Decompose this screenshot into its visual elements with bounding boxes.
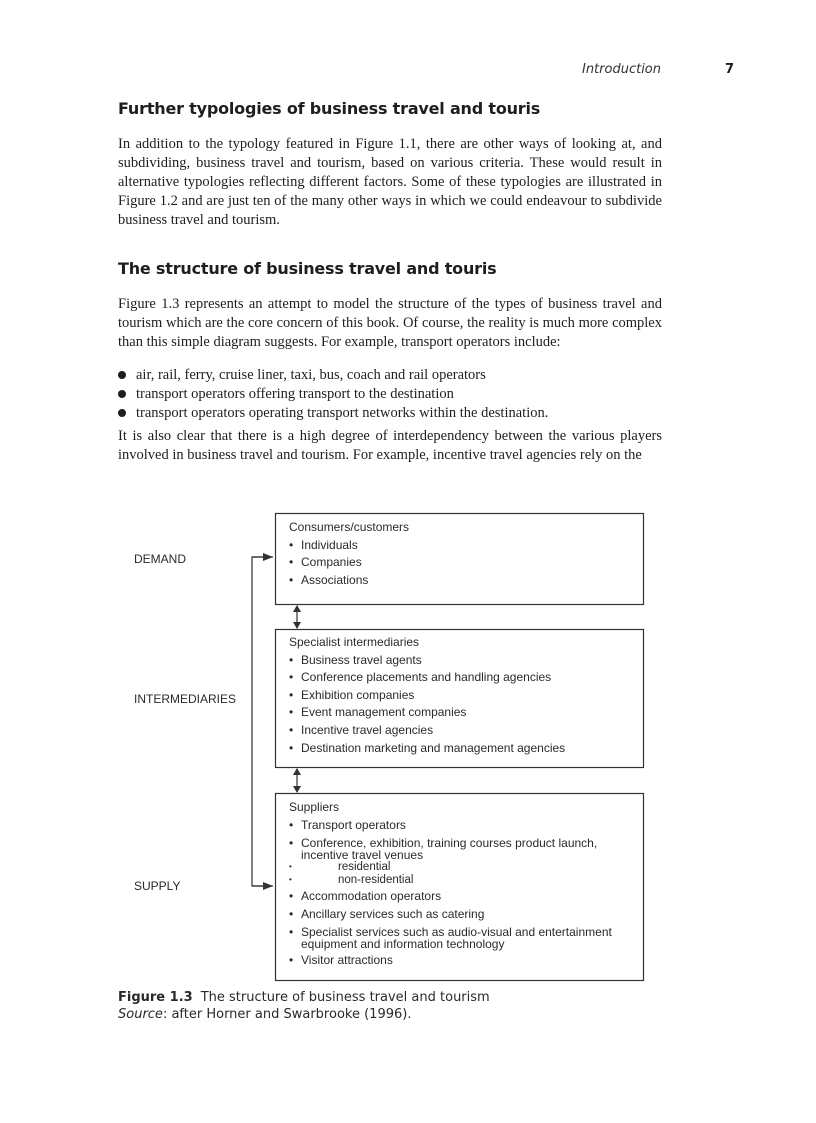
bracket-connector: [252, 557, 273, 886]
running-head-title: Introduction: [581, 62, 661, 77]
list-item: • Specialist services such as audio-visual and entertainment equipment and information technology: [289, 926, 631, 950]
intermediaries-box-content: [289, 634, 639, 757]
intermediaries-list: [289, 652, 639, 758]
suppliers-title: Suppliers: [289, 800, 340, 814]
list-item: • Conference, exhibition, training courses product launch, incentive travel venues: [289, 837, 621, 861]
list-item: • Visitor attractions: [289, 952, 639, 970]
list-item: • Ancillary services such as catering: [289, 906, 639, 924]
page-number: 7: [724, 62, 734, 77]
connector-intermediaries-supply: [293, 768, 301, 793]
list-item: • Transport operators: [289, 817, 639, 835]
intermediaries-title: Specialist intermediaries: [289, 635, 420, 649]
list-item: • Accommodation operators: [289, 888, 639, 906]
section-heading-typologies: Further typologies of business travel and touris: [118, 99, 541, 118]
list-item: • Conference placements and handling agencies: [289, 669, 639, 687]
list-item: • Event management companies: [289, 704, 639, 722]
suppliers-box-content: [289, 799, 639, 970]
list-item: • Exhibition companies: [289, 687, 639, 705]
figure-caption-text: The structure of business travel and tourism: [200, 990, 490, 1005]
consumers-list: [289, 537, 639, 590]
figure-number: Figure 1.3: [118, 990, 193, 1005]
paragraph-structure: Figure 1.3 represents an attempt to model the structure of the types of business travel and tourism which are the core concern of this book. Of course, the reality is much more complex than this simple diagram suggests. For example, transport operators include:: [118, 296, 662, 350]
intermediaries-label: INTERMEDIARIES: [134, 692, 237, 706]
list-item: transport operators offering transport to the destination: [118, 385, 548, 404]
sub-list-item: • residential: [289, 861, 639, 874]
consumers-title: Consumers/customers: [289, 520, 410, 534]
paragraph-typologies: In addition to the typology featured in Figure 1.1, there are other ways of looking at, and subdividing, business travel and tourism, based on various criteria. These would result in alternative typologies reflecting different factors. Some of these typologies are illustrated in Figure 1.2 and are just ten of the many other ways in which we could endeavour to subdivide business travel and tourism.: [118, 136, 662, 228]
sub-list-item: • non-residential: [289, 874, 639, 887]
source-text: : after Horner and Swarbrooke (1996).: [162, 1007, 412, 1022]
list-item: • Incentive travel agencies: [289, 722, 639, 740]
source-label: Source: [118, 1007, 163, 1022]
figure-caption: [118, 989, 490, 1023]
paragraph-interdependency: It is also clear that there is a high degree of interdependency between the various players involved in business travel and tourism. For example, incentive travel agencies rely on the: [118, 428, 662, 463]
supply-label: SUPPLY: [134, 879, 181, 893]
connector-demand-intermediaries: [293, 605, 301, 629]
suppliers-list: [289, 817, 639, 970]
section-heading-structure: The structure of business travel and touris: [118, 259, 497, 278]
list-item: air, rail, ferry, cruise liner, taxi, bus, coach and rail operators: [118, 366, 548, 385]
list-item: transport operators operating transport networks within the destination.: [118, 404, 548, 423]
list-item: • Individuals: [289, 537, 639, 555]
demand-label: DEMAND: [134, 552, 187, 566]
list-item: • Business travel agents: [289, 652, 639, 670]
consumers-box-content: [289, 519, 639, 589]
list-item: • Associations: [289, 572, 639, 590]
list-item: • Destination marketing and management agencies: [289, 740, 639, 758]
list-item: • Companies: [289, 554, 639, 572]
